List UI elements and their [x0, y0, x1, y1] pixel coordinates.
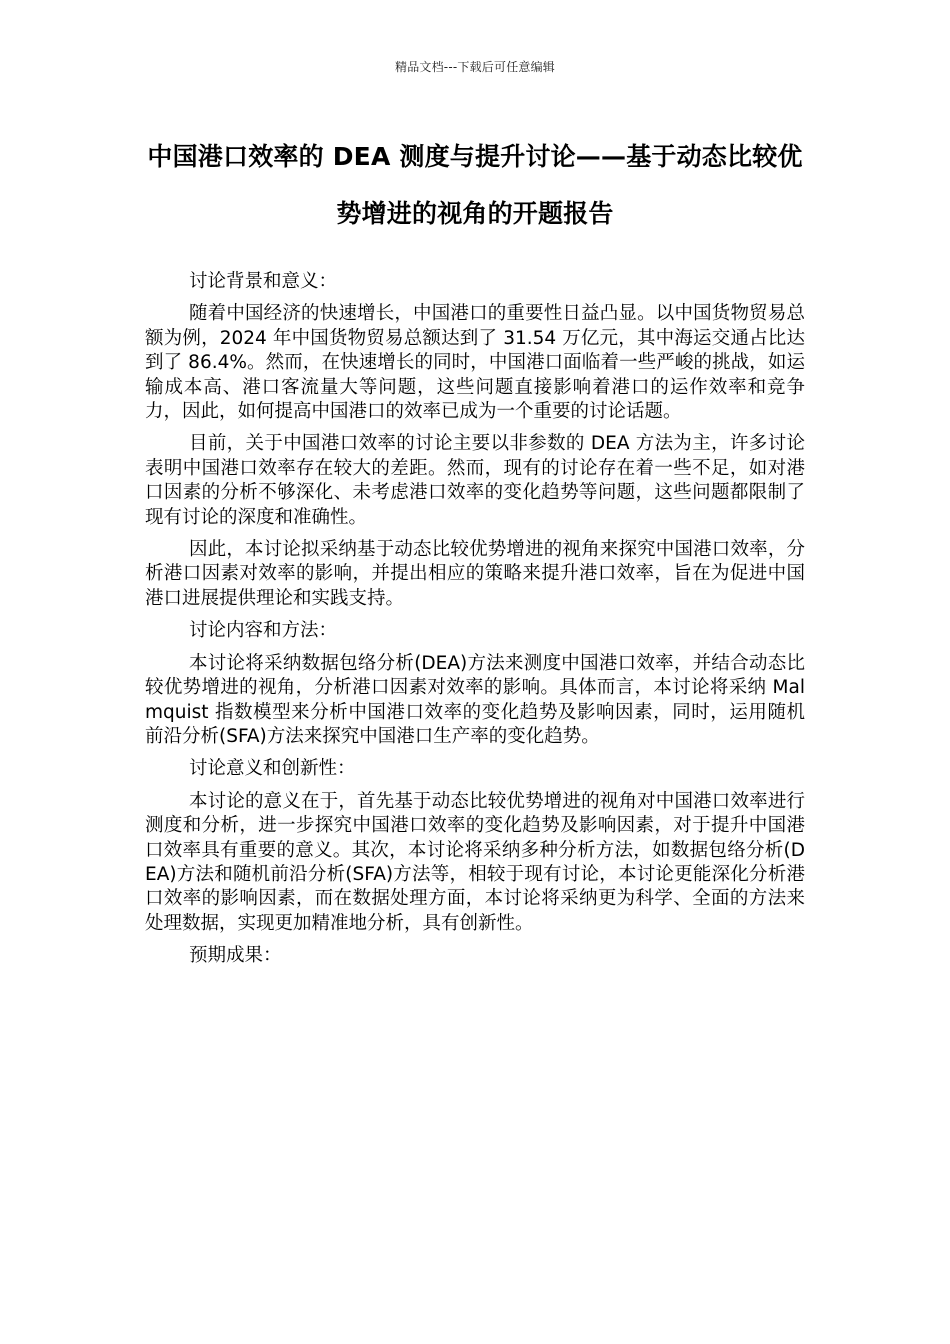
section-heading-expected-results: 预期成果：: [189, 945, 282, 967]
document-title: 中国港口效率的 DEA 测度与提升讨论——基于动态比较优势增进的视角的开题报告: [147, 142, 803, 228]
header-note: 精品文档---下载后可任意编辑: [395, 60, 555, 74]
section-heading-content-method: 讨论内容和方法：: [189, 620, 338, 642]
paragraph-significance: 本讨论的意义在于，首先基于动态比较优势增进的视角对中国港口效率进行测度和分析，进一步探究中国港口效率的变化趋势及影响因素，对于提升中国港口效率具有重要的意义。其次，本讨论将采纳多种分析方法，如数据包络分析(DEA)方法和随机前沿分析(SFA)方法等，相较于现有讨论，本讨论更能深化分析港口效率的影响因素，而在数据处理方面，本讨论将采纳更为科学、全面的方法来处理数据，实现更加精准地分析，具有创新性。: [145, 790, 805, 934]
section-heading-background: 讨论背景和意义：: [189, 271, 338, 292]
paragraph-background-2: 目前，关于中国港口效率的讨论主要以非参数的 DEA 方法为主，许多讨论表明中国港口效率存在较大的差距。然而，现有的讨论存在着一些不足，如对港口因素的分析不够深化、未考虑港口效率的变化趋势等问题，这些问题都限制了现有讨论的深度和准确性。: [145, 433, 805, 528]
document-body: [145, 270, 805, 977]
section-heading-significance: 讨论意义和创新性：: [189, 758, 356, 780]
paragraph-background-1: 随着中国经济的快速增长，中国港口的重要性日益凸显。以中国货物贸易总额为例，2024 年中国货物贸易总额达到了 31.54 万亿元，其中海运交通占比达到了 86.4%。然而，在快速增长的同时，中国港口面临着一些严峻的挑战，如运输成本高、港口客流量大等问题，这些问题直接影响着港口的运作效率和竞争力，因此，如何提高中国港口的效率已成为一个重要的讨论话题。: [145, 303, 805, 423]
paragraph-background-3: 因此，本讨论拟采纳基于动态比较优势增进的视角来探究中国港口效率，分析港口因素对效率的影响，并提出相应的策略来提升港口效率，旨在为促进中国港口进展提供理论和实践支持。: [145, 539, 805, 609]
paragraph-content-method: 本讨论将采纳数据包络分析(DEA)方法来测度中国港口效率，并结合动态比较优势增进的视角，分析港口因素对效率的影响。具体而言，本讨论将采纳 Malmquist 指数模型来分析中国港口效率的变化趋势及影响因素，同时，运用随机前沿分析(SFA)方法来探究中国港口生产率的变化趋势。: [145, 652, 805, 747]
